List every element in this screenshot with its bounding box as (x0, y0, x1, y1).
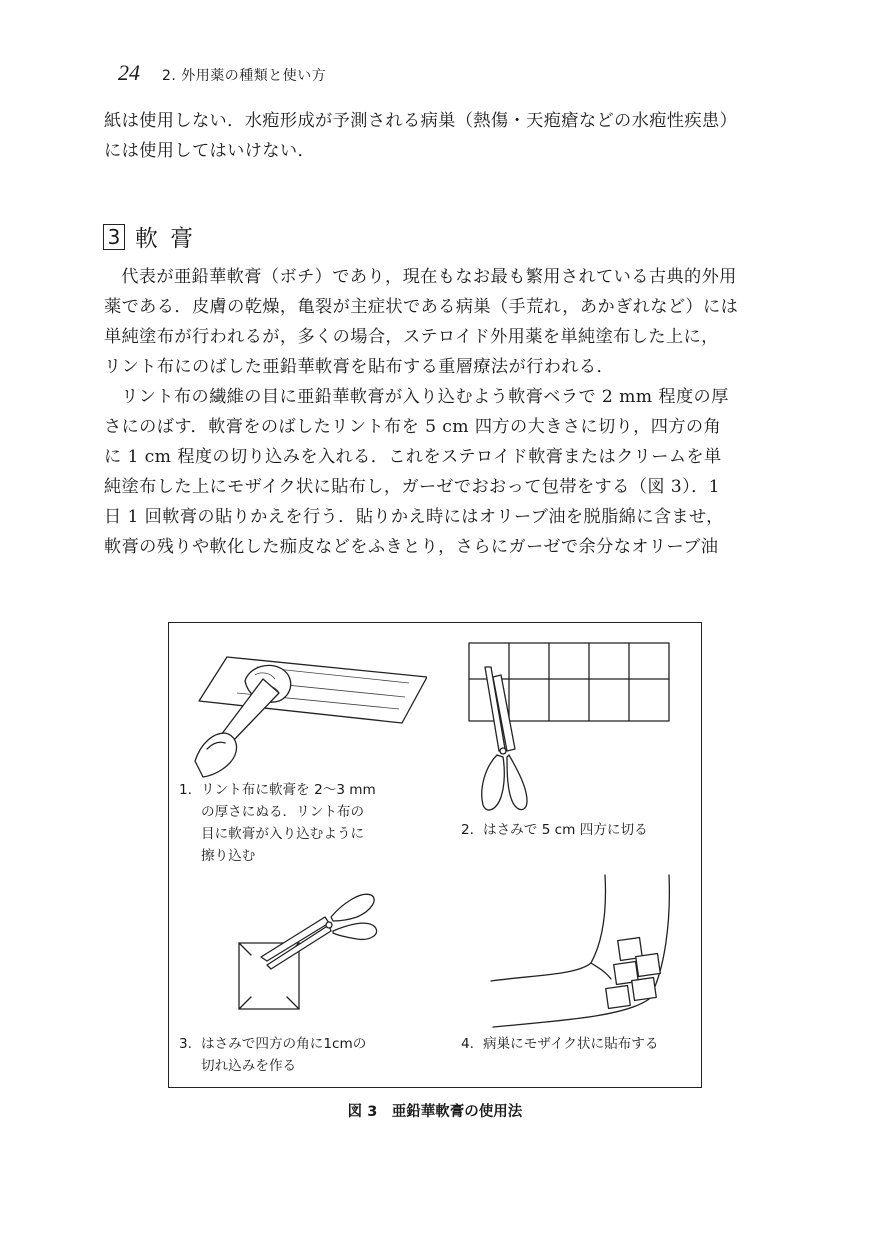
step-number: 4. (461, 1036, 474, 1052)
text-line: 日 1 回軟膏の貼りかえを行う．貼りかえ時にはオリーブ油を脱脂綿に含ませ， (104, 507, 724, 527)
text-line: 紙は使用しない．水疱形成が予測される病巣（熱傷・天疱瘡などの水疱性疾患） (104, 111, 738, 131)
grid-scissors-illustration (465, 639, 675, 819)
step-4-caption (461, 1033, 697, 1057)
step-3-caption (179, 1033, 439, 1079)
section-number-box: 3 (103, 224, 125, 250)
step-text: 病巣にモザイク状に貼布する (483, 1036, 659, 1052)
text-line: 単純塗布が行われるが，多くの場合，ステロイド外用薬を単純塗布した上に， (104, 327, 719, 347)
section-heading (103, 220, 205, 253)
step-text: はさみで四方の角に1cmの 切れ込みを作る (201, 1036, 367, 1074)
figure-frame (168, 622, 702, 1088)
text-line: 純塗布した上にモザイク状に貼布し，ガーゼでおおって包帯をする（図 3）．1 (104, 477, 721, 497)
step-number: 3. (179, 1036, 192, 1052)
figure-caption: 図 3 亜鉛華軟膏の使用法 (347, 1104, 523, 1120)
intro-text (104, 106, 774, 166)
text-line: 薬である．皮膚の乾燥，亀裂が主症状である病巣（手荒れ，あかぎれなど）には (104, 297, 739, 317)
text-line: リント布の繊維の目に亜鉛華軟膏が入り込むよう軟膏ベラで 2 mm 程度の厚 (121, 387, 729, 407)
text-line: に 1 cm 程度の切り込みを入れる．これをステロイド軟膏またはクリームを単 (104, 447, 722, 467)
body-text (104, 262, 774, 562)
text-line: 軟膏の残りや軟化した痂皮などをふきとり，さらにガーゼで余分なオリーブ油 (104, 537, 719, 557)
step-number: 1. (179, 782, 192, 798)
step-2-caption (461, 819, 697, 843)
section-title: 軟膏 (135, 226, 205, 252)
corner-cutting-illustration (233, 873, 393, 1023)
text-line: さにのばす．軟膏をのばしたリント布を 5 cm 四方の大きさに切り，四方の角 (104, 417, 722, 437)
elbow-mosaic-illustration (485, 871, 685, 1033)
running-title: 2. 外用薬の種類と使い方 (162, 68, 327, 84)
step-text: はさみで 5 cm 四方に切る (483, 822, 648, 838)
page-number: 24 (118, 60, 140, 85)
text-line: 代表が亜鉛華軟膏（ボチ）であり，現在もなお最も繁用されている古典的外用 (121, 267, 737, 287)
text-line: リント布にのばした亜鉛華軟膏を貼布する重層療法が行われる． (104, 357, 615, 377)
step-1-caption (179, 779, 439, 871)
text-line: には使用してはいけない． (104, 141, 316, 161)
step-number: 2. (461, 822, 474, 838)
page-header (118, 60, 326, 86)
step-text: リント布に軟膏を 2〜3 mm の厚さにぬる．リント布の 目に軟膏が入り込むように 擦り込む (201, 782, 376, 864)
spatula-spreading-illustration (187, 639, 427, 779)
